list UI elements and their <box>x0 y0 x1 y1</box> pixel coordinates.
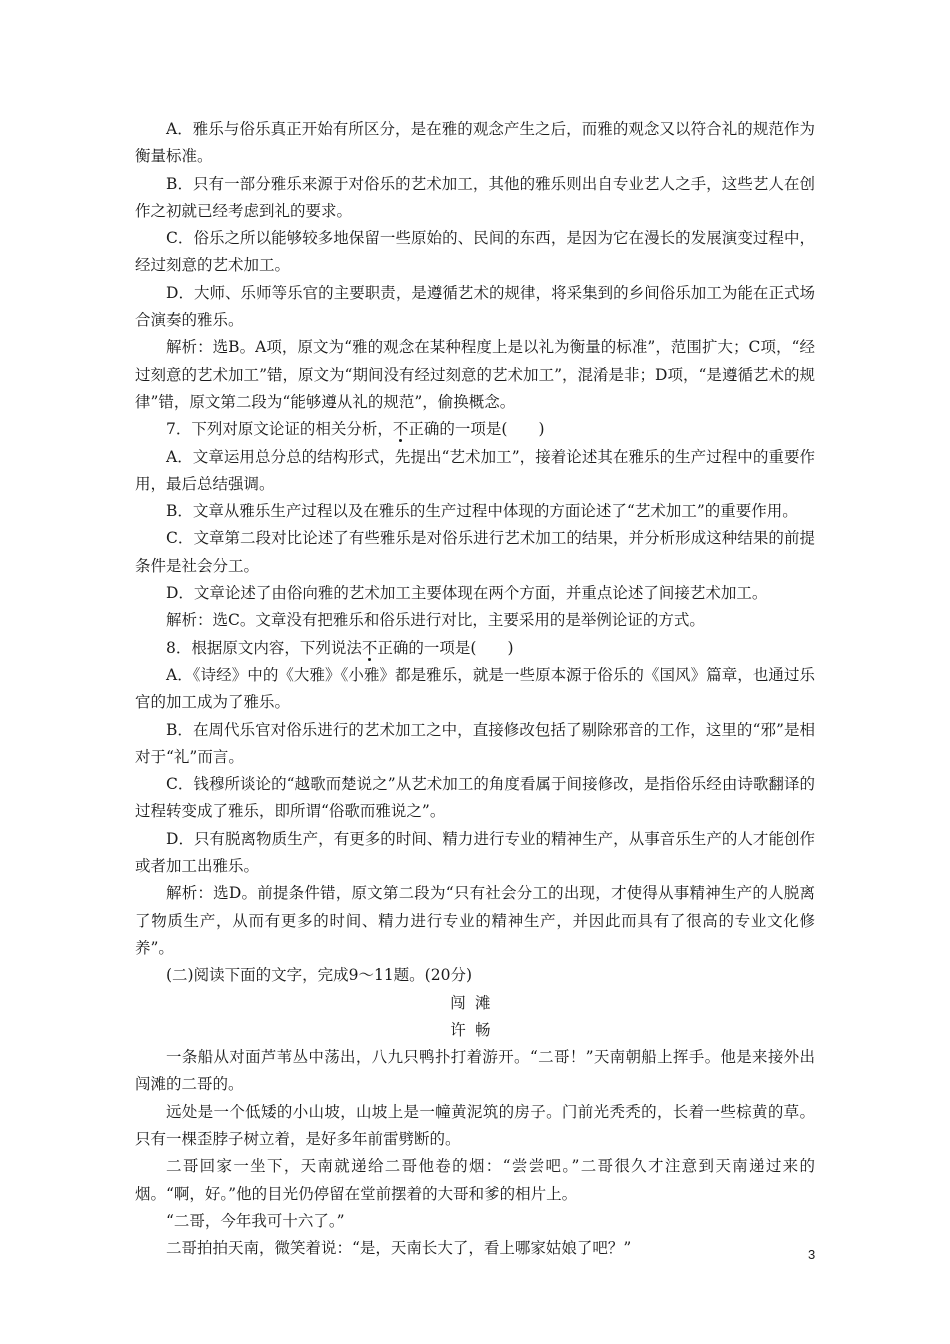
q8-stem-after: 正确的一项是( ) <box>377 638 514 657</box>
q6-option-a: A．雅乐与俗乐真正开始有所区分，是在雅的观念产生之后，而雅的观念又以符合礼的规范作为衡量标准。 <box>135 120 815 166</box>
story-paragraph: 一条船从对面芦苇丛中荡出，八九只鸭扑打着游开。“二哥！”天南朝船上挥手。他是来接外出闯滩的二哥的。 <box>135 1048 815 1094</box>
q8-stem-before: 8．根据原文内容，下列说法 <box>166 638 362 657</box>
q8-emphasis-char: 不 <box>361 638 378 657</box>
q7-option-a: A．文章运用总分总的结构形式，先提出“艺术加工”，接着论述其在雅乐的生产过程中的重要作用，最后总结强调。 <box>135 447 815 493</box>
q7-option-b: B．文章从雅乐生产过程以及在雅乐的生产过程中体现的方面论述了“艺术加工”的重要作用。 <box>166 502 798 521</box>
q6-option-d: D．大师、乐师等乐官的主要职责，是遵循艺术的规律，将采集到的乡间俗乐加工为能在正式场合演奏的雅乐。 <box>135 283 815 330</box>
q7-stem-after: 正确的一项是( ) <box>408 420 545 439</box>
page-content <box>135 116 815 1262</box>
q7-answer-analysis: 解析：选C。文章没有把雅乐和俗乐进行对比，主要采用的是举例论证的方式。 <box>166 611 705 630</box>
q6-option-b: B．只有一部分雅乐来源于对俗乐的艺术加工，其他的雅乐则出自专业艺人之手，这些艺人在创作之初就已经考虑到礼的要求。 <box>135 174 815 220</box>
q8-stem <box>135 635 815 662</box>
story-paragraph: “二哥，今年我可十六了。” <box>166 1211 345 1230</box>
q6-option-c: C．俗乐之所以能够较多地保留一些原始的、民间的东西，是因为它在漫长的发展演变过程中，经过刻意的艺术加工。 <box>135 229 815 275</box>
q7-emphasis-char: 不 <box>392 420 409 439</box>
q6-answer-analysis: 解析：选B。A项，原文为“雅的观念在某种程度上是以礼为衡量的标准”，范围扩大；C项，“经过刻意的艺术加工”错，原文为“期间没有经过刻意的艺术加工”，混淆是非；D项，“是遵循艺术的规律”错，原文第二段为“能够遵从礼的规范”，偷换概念。 <box>135 338 815 411</box>
section-2-intro: (二)阅读下面的文字，完成9～11题。(20分) <box>166 966 472 985</box>
q8-option-a: A．《诗经》中的《大雅》《小雅》都是雅乐，就是一些原本源于俗乐的《国风》篇章，也通过乐官的加工成为了雅乐。 <box>135 665 815 712</box>
story-paragraph: 二哥回家一坐下，天南就递给二哥他卷的烟：“尝尝吧。”二哥很久才注意到天南递过来的烟。“啊，好。”他的目光仍停留在堂前摆着的大哥和爹的相片上。 <box>135 1157 815 1203</box>
q8-option-b: B．在周代乐官对俗乐进行的艺术加工之中，直接修改包括了剔除邪音的工作，这里的“邪”是相对于“礼”而言。 <box>135 720 815 766</box>
q7-option-d: D．文章论述了由俗向雅的艺术加工主要体现在两个方面，并重点论述了间接艺术加工。 <box>166 584 768 603</box>
q7-option-c: C．文章第二段对比论述了有些雅乐是对俗乐进行艺术加工的结果，并分析形成这种结果的前提条件是社会分工。 <box>135 529 815 575</box>
q7-stem-before: 7．下列对原文论证的相关分析， <box>166 420 393 439</box>
story-title: 闯滩 <box>450 993 500 1012</box>
story-author: 许畅 <box>450 1020 500 1039</box>
page-number: 3 <box>808 1247 816 1262</box>
q8-answer-analysis: 解析：选D。前提条件错，原文第二段为“只有社会分工的出现，才使得从事精神生产的人脱离了物质生产，从而有更多的时间、精力进行专业的精神生产，并因此而具有了很高的专业文化修养”。 <box>135 884 815 957</box>
q7-stem <box>135 416 815 443</box>
story-paragraph: 二哥拍拍天南，微笑着说：“是，天南长大了，看上哪家姑娘了吧？” <box>166 1239 632 1258</box>
q8-option-c: C．钱穆所谈论的“越歌而楚说之”从艺术加工的角度看属于间接修改，是指俗乐经由诗歌翻译的过程转变成了雅乐，即所谓“俗歌而雅说之”。 <box>135 775 815 821</box>
story-paragraph: 远处是一个低矮的小山坡，山坡上是一幢黄泥筑的房子。门前光秃秃的，长着一些棕黄的草。只有一棵歪脖子树立着，是好多年前雷劈断的。 <box>135 1102 815 1148</box>
q8-option-d: D．只有脱离物质生产，有更多的时间、精力进行专业的精神生产，从事音乐生产的人才能创作或者加工出雅乐。 <box>135 829 815 876</box>
